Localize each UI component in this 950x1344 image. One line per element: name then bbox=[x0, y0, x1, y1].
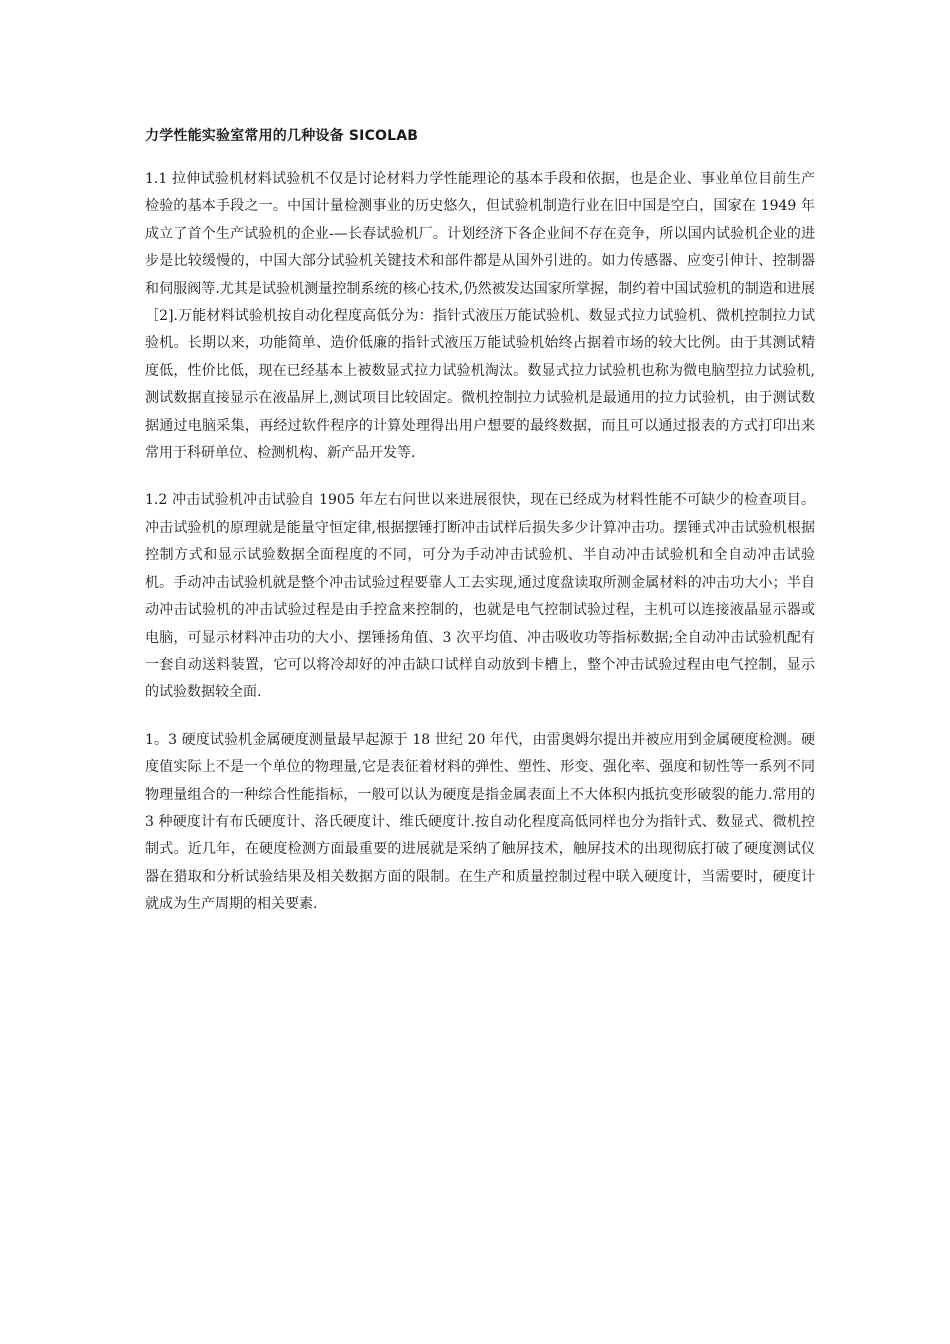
paragraph-tensile-testing-machine: 1.1 拉伸试验机材料试验机不仅是讨论材料力学性能理论的基本手段和依据，也是企业、事业单位目前生产检验的基本手段之一。中国计量检测事业的历史悠久，但试验机制造行业在旧中国是空白，国家在 1949 年成立了首个生产试验机的企业-—长春试验机厂。计划经济下各企业间不存在竞争，所以国内试验机企业的进步是比较缓慢的，中国大部分试验机关键技术和部件都是从国外引进的。如力传感器、应变引伸计、控制器和伺服阀等.尤其是试验机测量控制系统的核心技术,仍然被发达国家所掌握，制约着中国试验机的制造和进展［2].万能材料试验机按自动化程度高低分为：指针式液压万能试验机、数显式拉力试验机、微机控制拉力试验机。长期以来，功能简单、造价低廉的指针式液压万能试验机始终占据着市场的较大比例。由于其测试精度低，性价比低，现在已经基本上被数显式拉力试验机淘汰。数显式拉力试验机也称为微电脑型拉力试验机,测试数据直接显示在液晶屏上,测试项目比较固定。微机控制拉力试验机是最通用的拉力试验机，由于测试数据通过电脑采集，再经过软件程序的计算处理得出用户想要的最终数据，而且可以通过报表的方式打印出来常用于科研单位、检测机构、新产品开发等. bbox=[145, 171, 815, 462]
document-title: 力学性能实验室常用的几种设备 SICOLAB bbox=[145, 128, 419, 144]
paragraph-impact-testing-machine: 1.2 冲击试验机冲击试验自 1905 年左右问世以来进展很快，现在已经成为材料性能不可缺少的检查项目。冲击试验机的原理就是能量守恒定律,根据摆锤打断冲击试样后损失多少计算冲击功。摆锤式冲击试验机根据控制方式和显示试验数据全面程度的不同，可分为手动冲击试验机、半自动冲击试验机和全自动冲击试验机。手动冲击试验机就是整个冲击试验过程要靠人工去实现,通过度盘读取所测金属材料的冲击功大小；半自动冲击试验机的冲击试验过程是由手控盒来控制的，也就是电气控制试验过程，主机可以连接液晶显示器或电脑，可显示材料冲击功的大小、摆锤扬角值、3 次平均值、冲击吸收功等指标数据;全自动冲击试验机配有一套自动送料装置，它可以将冷却好的冲击缺口试样自动放到卡槽上，整个冲击试验过程由电气控制，显示的试验数据较全面. bbox=[145, 492, 815, 701]
paragraph-hardness-testing-machine: 1。3 硬度试验机金属硬度测量最早起源于 18 世纪 20 年代，由雷奥姆尔提出并被应用到金属硬度检测。硬度值实际上不是一个单位的物理量,它是表征着材料的弹性、塑性、形变、强化率、强度和韧性等一系列不同物理量组合的一种综合性能指标，一般可以认为硬度是指金属表面上不大体积内抵抗变形破裂的能力.常用的 3 种硬度计有布氏硬度计、洛氏硬度计、维氏硬度计.按自动化程度高低同样也分为指针式、数显式、微机控制式。近几年，在硬度检测方面最重要的进展就是采纳了触屏技术，触屏技术的出现彻底打破了硬度测试仪器在猎取和分析试验结果及相关数据方面的限制。在生产和质量控制过程中联入硬度计，当需要时，硬度计就成为生产周期的相关要素. bbox=[145, 731, 815, 913]
document-body bbox=[145, 124, 815, 939]
